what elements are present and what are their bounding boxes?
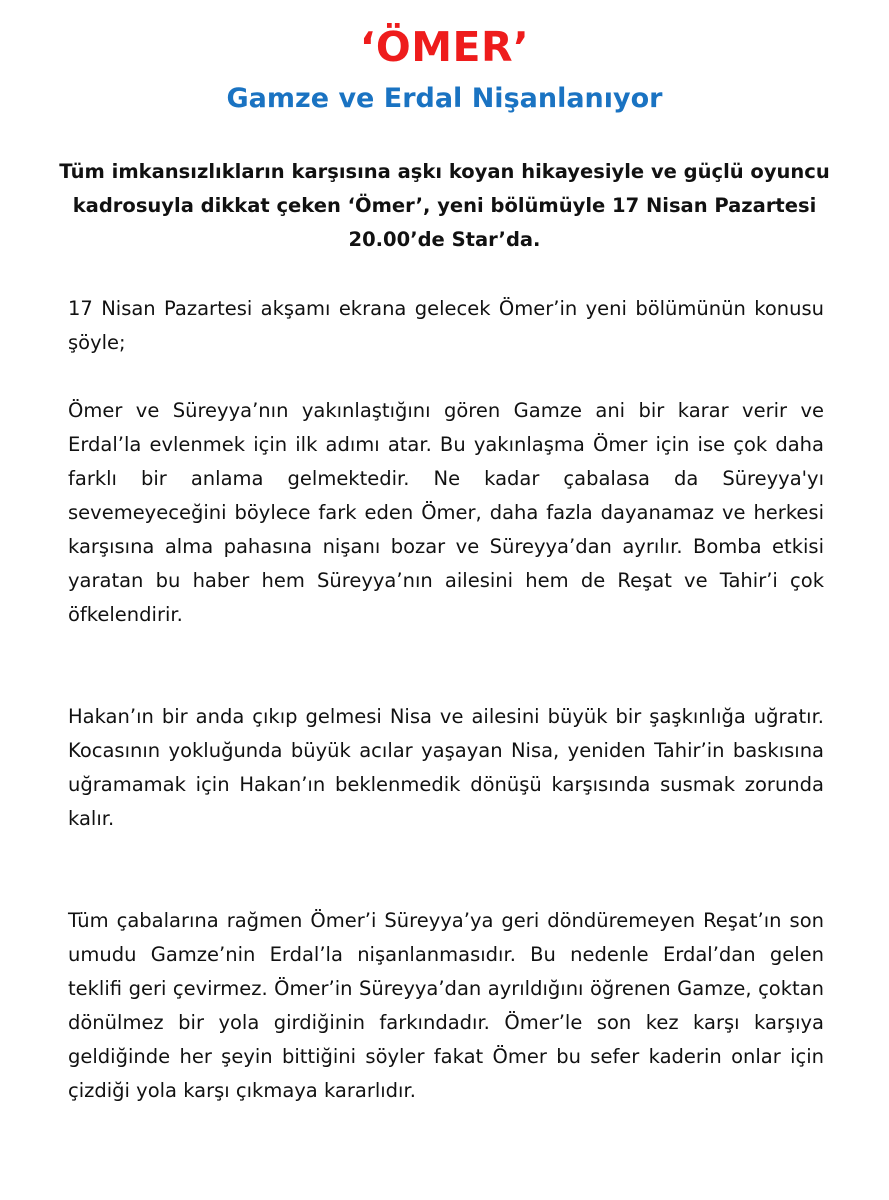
document-subtitle: Gamze ve Erdal Nişanlanıyor bbox=[226, 83, 663, 114]
body-paragraph-2: Ömer ve Süreyya’nın yakınlaştığını gören Gamze ani bir karar verir ve Erdal’la evlenmek için ilk adımı atar. Bu yakınlaşma Ömer için ise çok daha farklı bir anlama gelmektedir. Ne kadar çabalasa da Süreyya'yı sevemeyeceğini böylece fark eden Ömer, daha fazla dayanamaz ve herkesi karşısına alma pahasına nişanı bozar ve Süreyya’dan ayrılır. Bomba etkisi yaratan bu haber hem Süreyya’nın ailesini hem de Reşat ve Tahir’i çok öfkelendirir. bbox=[68, 399, 824, 626]
body-paragraph-1: 17 Nisan Pazartesi akşamı ekrana gelecek Ömer’in yeni bölümünün konusu şöyle; bbox=[68, 297, 824, 354]
lead-paragraph: Tüm imkansızlıkların karşısına aşkı koyan hikayesiyle ve güçlü oyuncu kadrosuyla dikkat çeken ‘Ömer’, yeni bölümüyle 17 Nisan Pazartesi 20.00’de Star’da. bbox=[59, 160, 830, 251]
body-paragraph-4: Tüm çabalarına rağmen Ömer’i Süreyya’ya geri döndüremeyen Reşat’ın son umudu Gamze’nin Erdal’la nişanlanmasıdır. Bu nedenle Erdal’dan gelen teklifi geri çevirmez. Ömer’in Süreyya’dan ayrıldığını öğrenen Gamze, çoktan dönülmez bir yola girdiğinin farkındadır. Ömer’le son kez karşı karşıya geldiğinde her şeyin bittiğini söyler fakat Ömer bu sefer kaderin onlar için çizdiği yola karşı çıkmaya kararlıdır. bbox=[68, 909, 824, 1102]
body-paragraph-3: Hakan’ın bir anda çıkıp gelmesi Nisa ve ailesini büyük bir şaşkınlığa uğratır. Kocasının yokluğunda büyük acılar yaşayan Nisa, yeniden Tahir’in baskısına uğramamak için Hakan’ın beklenmedik dönüşü karşısında susmak zorunda kalır. bbox=[68, 705, 824, 830]
document-title: ‘ÖMER’ bbox=[359, 23, 530, 71]
